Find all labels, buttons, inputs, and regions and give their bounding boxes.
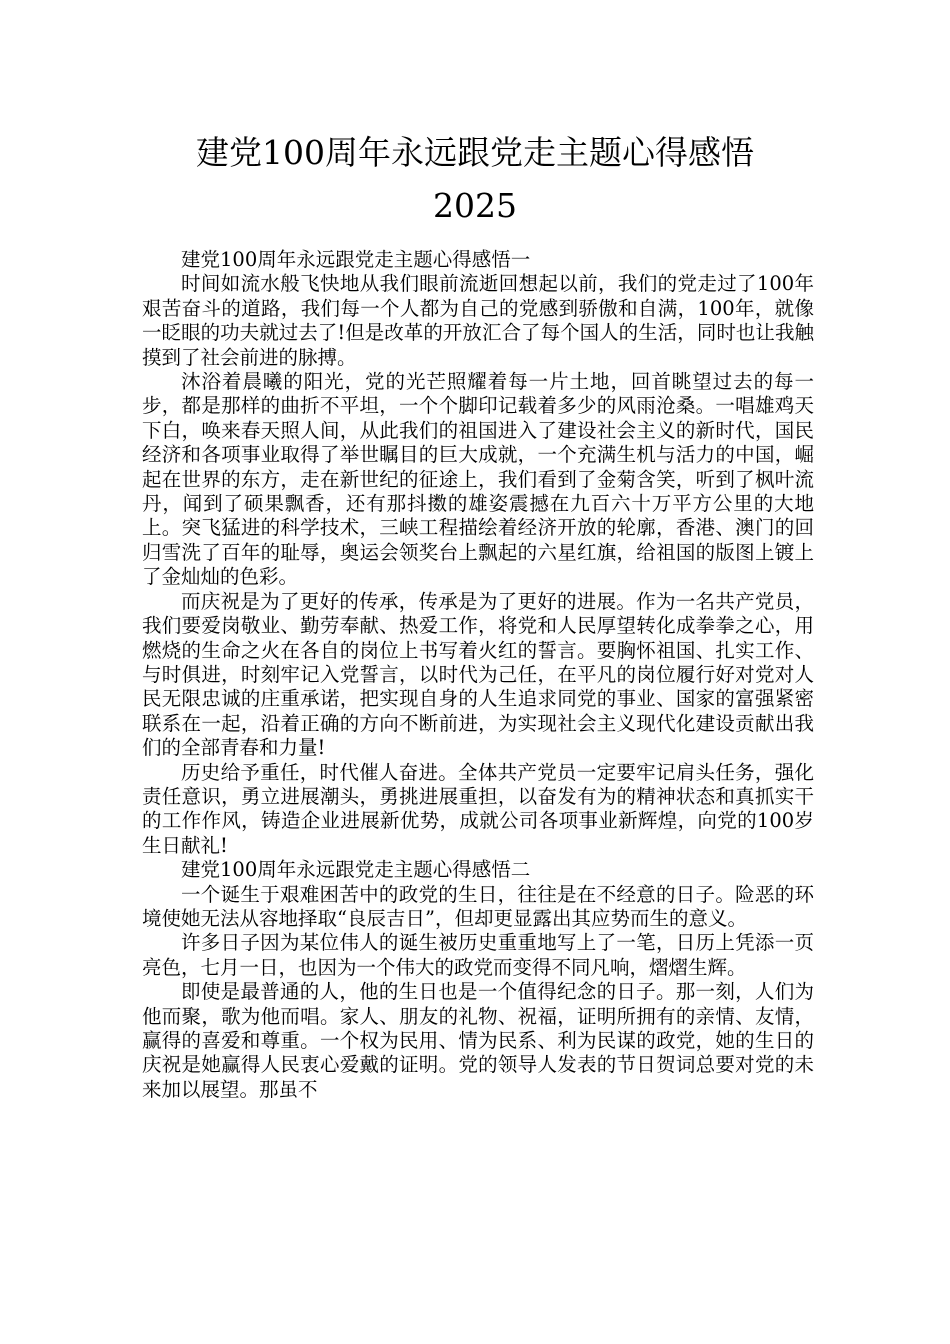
body-paragraph: 许多日子因为某位伟人的诞生被历史重重地写上了一笔，日历上凭添一页亮色，七月一日，也因为一个伟大的政党而变得不同凡响，熠熠生辉。 bbox=[142, 931, 814, 979]
body-paragraph: 而庆祝是为了更好的传承，传承是为了更好的进展。作为一名共产党员，我们要爱岗敬业、勤劳奉献、热爱工作，将党和人民厚望转化成拳拳之心，用燃烧的生命之火在各自的岗位上书写着火红的誓言。要胸怀祖国、扎实工作、与时俱进，时刻牢记入党誓言，以时代为己任，在平凡的岗位履行好对党对人民无限忠诚的庄重承诺，把实现自身的人生追求同党的事业、国家的富强紧密联系在一起，沿着正确的方向不断前进，为实现社会主义现代化建设贡献出我们的全部青春和力量! bbox=[142, 589, 814, 760]
document-title bbox=[140, 126, 810, 232]
title-line-1: 建党100周年永远跟党走主题心得感悟 bbox=[196, 133, 754, 172]
document-body bbox=[142, 248, 814, 1102]
body-paragraph: 时间如流水般飞快地从我们眼前流逝回想起以前，我们的党走过了100年艰苦奋斗的道路，我们每一个人都为自己的党感到骄傲和自满，100年，就像一眨眼的功夫就过去了!但是改革的开放汇合了每个国人的生活，同时也让我触摸到了社会前进的脉搏。 bbox=[142, 272, 814, 369]
title-line-2: 2025 bbox=[433, 186, 517, 225]
body-paragraph: 一个诞生于艰难困苦中的政党的生日，往往是在不经意的日子。险恶的环境使她无法从容地择取“良辰吉日”，但却更显露出其应势而生的意义。 bbox=[142, 882, 814, 930]
body-paragraph: 即使是最普通的人，他的生日也是一个值得纪念的日子。那一刻，人们为他而聚，歌为他而唱。家人、朋友的礼物、祝福，证明所拥有的亲情、友情，赢得的喜爱和尊重。一个权为民用、情为民系、利为民谋的政党，她的生日的庆祝是她赢得人民衷心爱戴的证明。党的领导人发表的节日贺词总要对党的未来加以展望。那虽不 bbox=[142, 980, 814, 1101]
section-heading-1: 建党100周年永远跟党走主题心得感悟一 bbox=[181, 248, 531, 271]
section-heading-2: 建党100周年永远跟党走主题心得感悟二 bbox=[181, 858, 531, 882]
body-paragraph: 沐浴着晨曦的阳光，党的光芒照耀着每一片土地，回首眺望过去的每一步，都是那样的曲折不平坦，一个个脚印记载着多少的风雨沧桑。一唱雄鸡天下白，唤来春天照人间，从此我们的祖国进入了建设社会主义的新时代，国民经济和各项事业取得了举世瞩目的巨大成就，一个充满生机与活力的中国，崛起在世界的东方，走在新世纪的征途上，我们看到了金菊含笑，听到了枫叶流丹，闻到了硕果飘香，还有那抖擞的雄姿震撼在九百六十万平方公里的大地上。突飞猛进的科学技术，三峡工程描绘着经济开放的轮廓，香港、澳门的回归雪洗了百年的耻辱，奥运会领奖台上飘起的六星红旗，给祖国的版图上镀上了金灿灿的色彩。 bbox=[142, 370, 814, 589]
body-paragraph: 历史给予重任，时代催人奋进。全体共产党员一定要牢记肩头任务，强化责任意识，勇立进展潮头，勇挑进展重担，以奋发有为的精神状态和真抓实干的工作作风，铸造企业进展新优势，成就公司各项事业新辉煌，向党的100岁生日献礼! bbox=[142, 760, 814, 857]
